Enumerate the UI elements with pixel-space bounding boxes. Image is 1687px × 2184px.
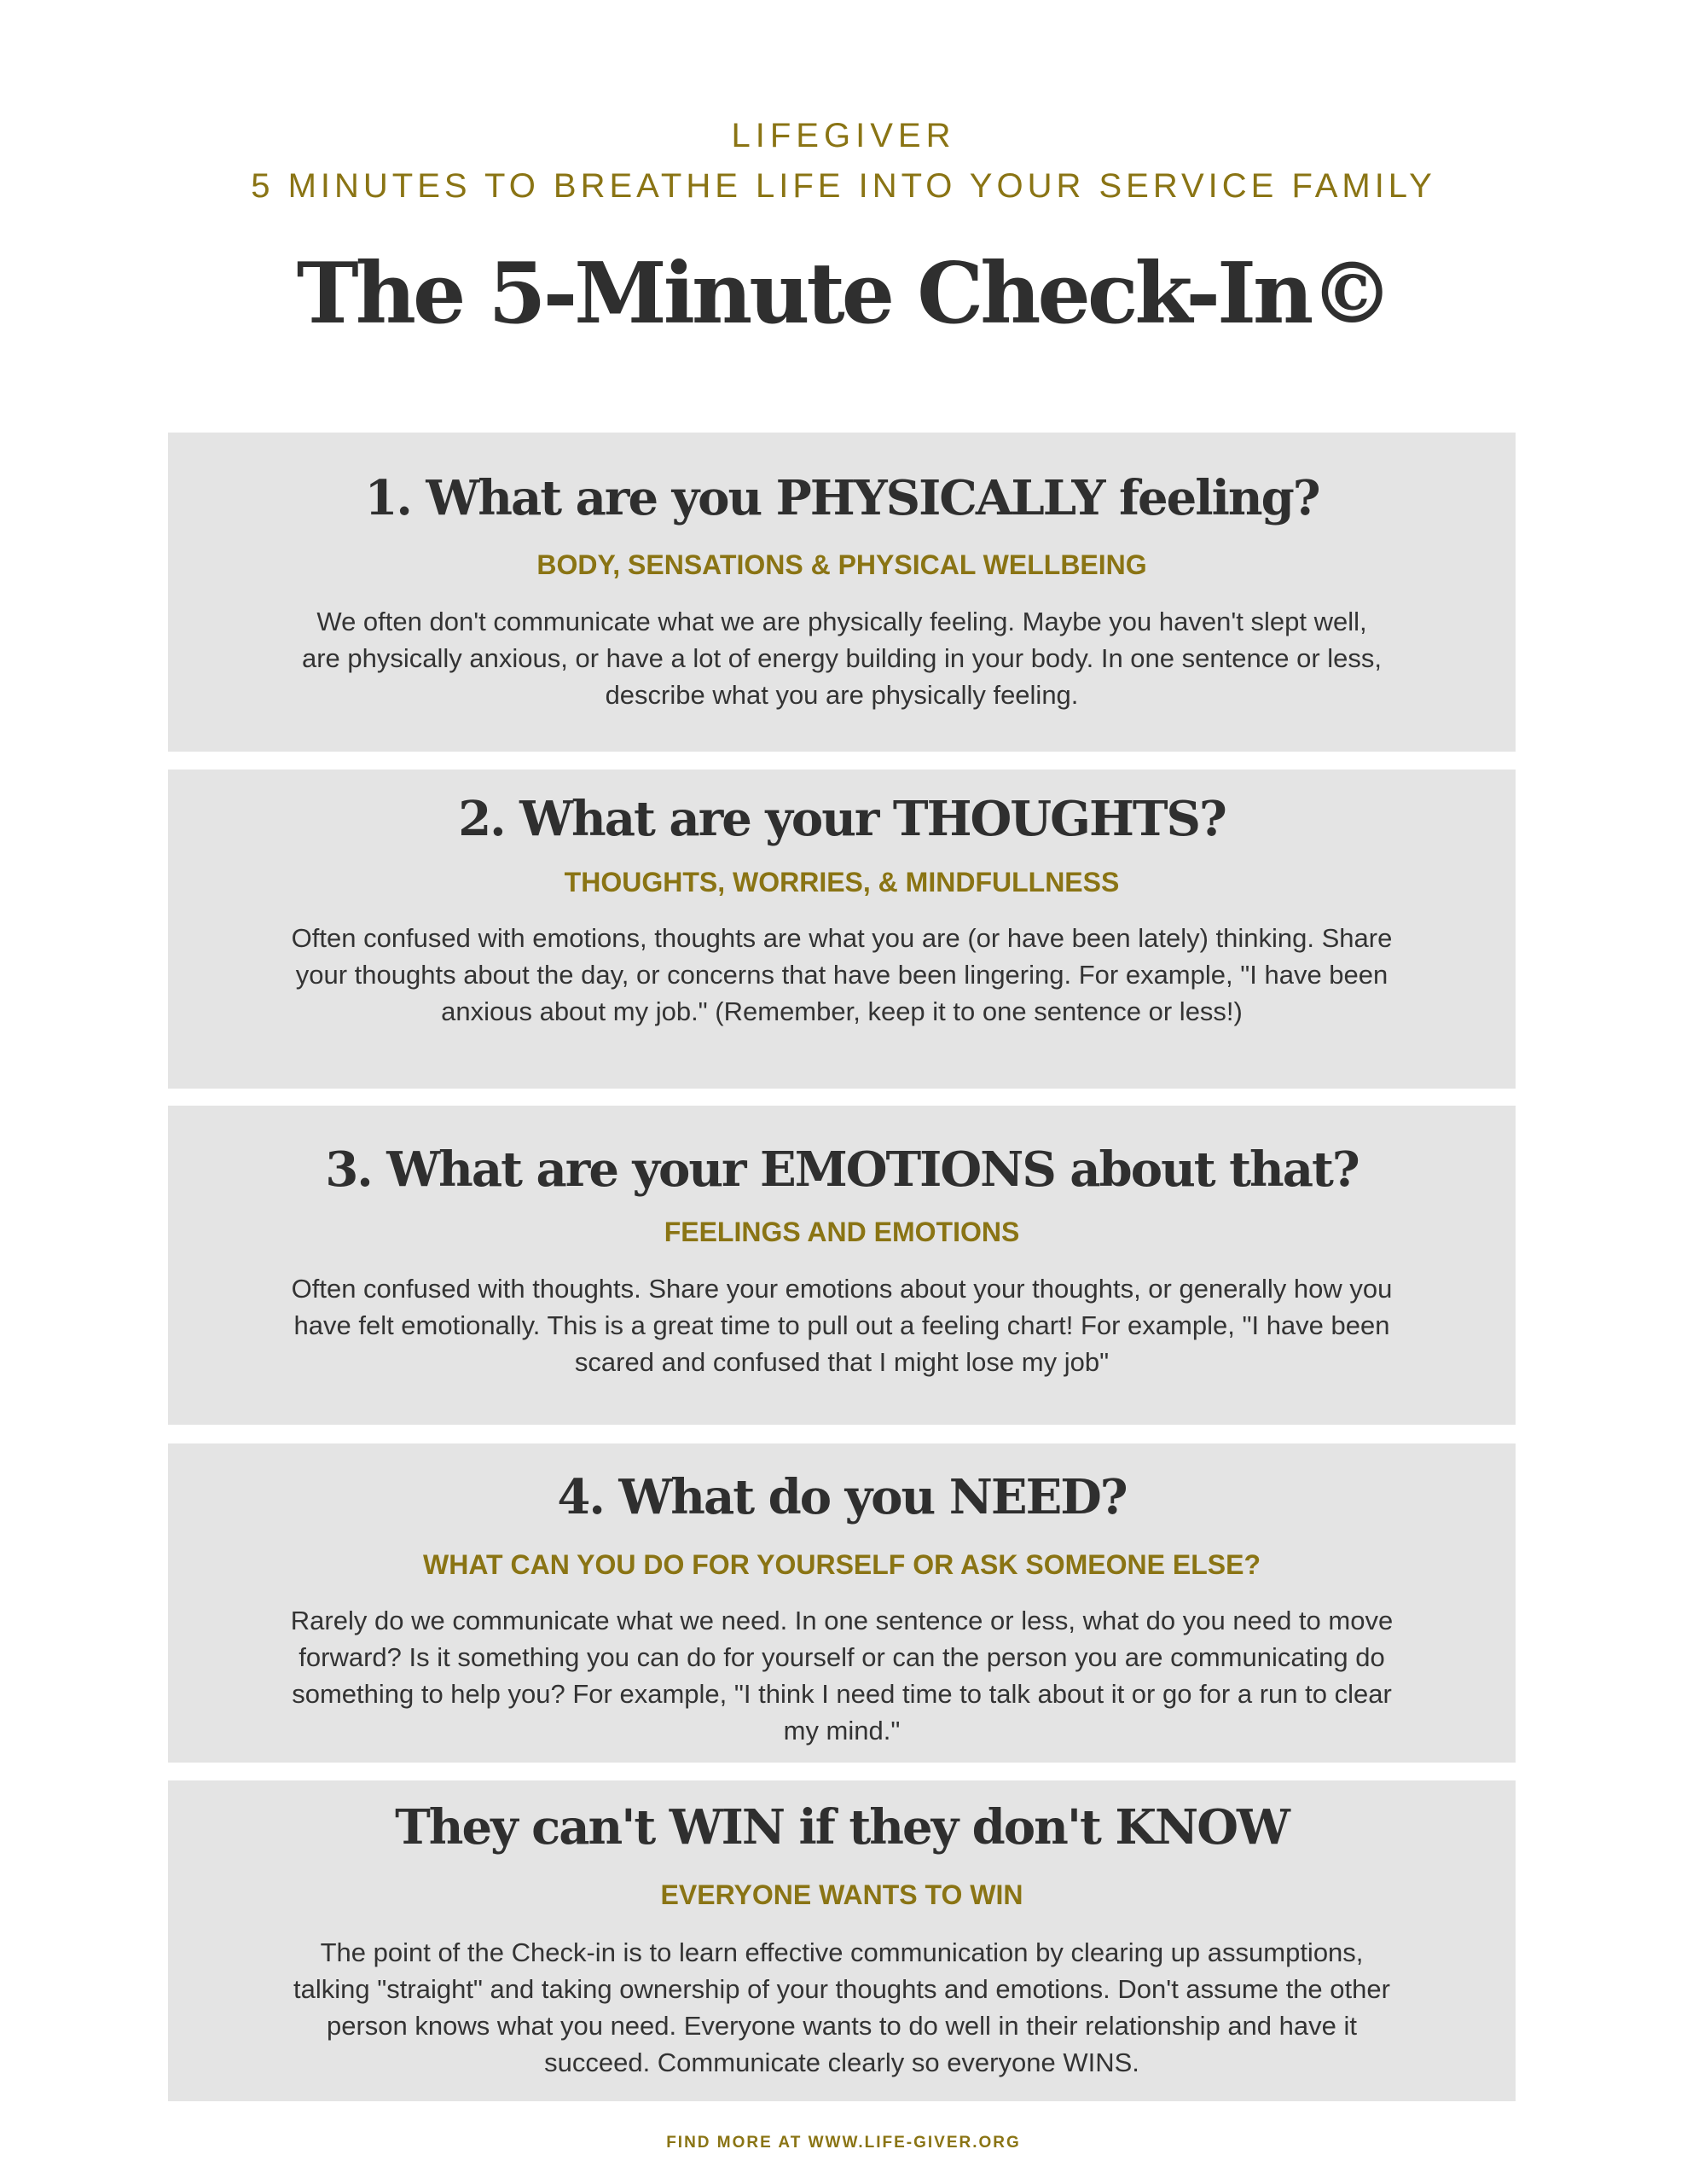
section-subtitle: THOUGHTS, WORRIES, & MINDFULLNESS — [564, 867, 1120, 897]
brand-name: LIFEGIVER — [731, 117, 956, 154]
section-title: 1. What are you PHYSICALLY feeling? — [364, 470, 1319, 526]
tagline: 5 MINUTES TO BREATHE LIFE INTO YOUR SERVICE FAMILY — [251, 167, 1436, 205]
section-body: Often confused with thoughts. Share your emotions about your thoughts, or generally how you have felt emotionally. This is a great time to pull out a feeling chart! For example, "I have been scared and confused that I might lose my job" — [291, 1274, 1393, 1377]
section-subtitle: FEELINGS AND EMOTIONS — [664, 1217, 1020, 1247]
section-title: 3. What are your EMOTIONS about that? — [325, 1141, 1359, 1198]
section-title: 4. What do you NEED? — [557, 1469, 1127, 1525]
section-title: 2. What are your THOUGHTS? — [458, 791, 1226, 847]
section-title: They can't WIN if they don't KNOW — [395, 1799, 1289, 1856]
section-physical — [168, 433, 1516, 752]
section-body: The point of the Check-in is to learn effective communication by clearing up assumptions, talking "straight" and taking ownership of your thoughts and emotions. Don't assume the other person knows what you need. Everyone wants to do well in their relationship and have it succeed. Communicate clearly so everyone WINS. — [293, 1937, 1390, 2077]
section-subtitle: EVERYONE WANTS TO WIN — [660, 1879, 1023, 1910]
footer-link-text: FIND MORE AT WWW.LIFE-GIVER.ORG — [666, 2134, 1021, 2152]
page-title: The 5-Minute Check-In© — [296, 245, 1391, 343]
section-subtitle: BODY, SENSATIONS & PHYSICAL WELLBEING — [536, 549, 1147, 580]
section-needs — [168, 1443, 1516, 1763]
section-body: Rarely do we communicate what we need. In one sentence or less, what do you need to move forward? Is it something you can do for yourself or can the person you are communicating do something to help you? For example, "I think I need time to talk about it or go for a run to clear my mind." — [290, 1606, 1394, 1745]
section-win — [168, 1780, 1516, 2101]
section-body: We often don't communicate what we are physically feeling. Maybe you haven't slept well, are physically anxious, or have a lot of energy building in your body. In one sentence or less, describe what you are physically feeling. — [301, 607, 1382, 710]
section-subtitle: WHAT CAN YOU DO FOR YOURSELF OR ASK SOMEONE ELSE? — [423, 1549, 1261, 1580]
section-body: Often confused with emotions, thoughts are what you are (or have been lately) thinking. Share your thoughts about the day, or concerns that have been lingering. For example, "I have been anxious about my job." (Remember, keep it to one sentence or less!) — [291, 923, 1393, 1026]
section-thoughts — [168, 770, 1516, 1089]
section-emotions — [168, 1106, 1516, 1425]
